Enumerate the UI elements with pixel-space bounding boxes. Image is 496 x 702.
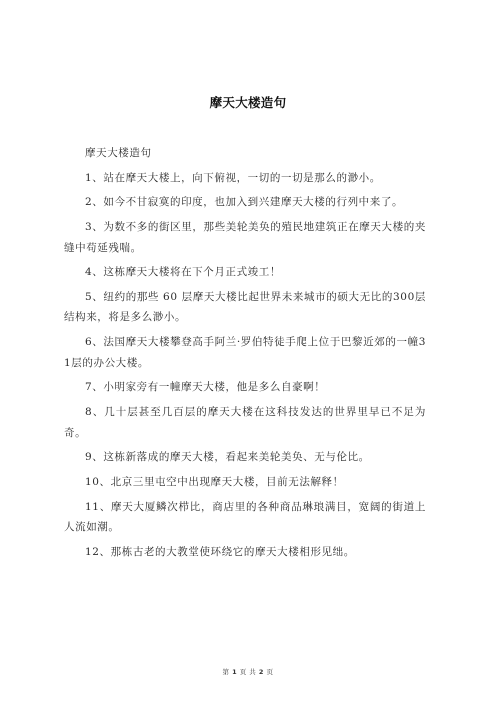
paragraph: 2、如今不甘寂寞的印度，也加入到兴建摩天大楼的行列中来了。 <box>85 196 404 209</box>
footer-middle: 页 共 <box>239 668 257 676</box>
page-footer <box>0 667 496 676</box>
footer-suffix: 页 <box>266 668 274 676</box>
document-title: 摩天大楼造句 <box>209 95 287 110</box>
paragraph: 6、法国摩天大楼攀登高手阿兰·罗伯特徒手爬上位于巴黎近郊的一幢31层的办公大楼。 <box>64 336 426 369</box>
paragraph: 12、那栋古老的大教堂使环绕它的摩天大楼相形见绌。 <box>85 545 355 558</box>
paragraph: 1、站在摩天大楼上，向下俯视，一切的一切是那么的渺小。 <box>85 171 381 184</box>
footer-prefix: 第 <box>222 668 230 676</box>
paragraph: 3、为数不多的街区里，那些美轮美奂的殖民地建筑正在摩天大楼的夹缝中苟延残喘。 <box>64 221 426 254</box>
footer-total-pages: 2 <box>258 668 264 676</box>
paragraph: 9、这栋新落成的摩天大楼，看起来美轮美奂、无与伦比。 <box>85 451 370 464</box>
document-body <box>64 143 426 566</box>
paragraph: 7、小明家旁有一幢摩天大楼，他是多么自豪啊！ <box>85 381 326 394</box>
paragraph: 11、摩天大厦鳞次栉比，商店里的各种商品琳琅满目，宽阔的街道上人流如潮。 <box>64 500 426 534</box>
paragraph: 5、纽约的那些 60 层摩天大楼比起世界未来城市的硕大无比的300层结构来，将是多么渺小。 <box>64 290 426 324</box>
paragraph: 10、北京三里屯空中出现摩天大楼，目前无法解释！ <box>85 475 344 488</box>
paragraph: 8、几十层甚至几百层的摩天大楼在这科技发达的世界里早已不足为奇。 <box>64 406 426 439</box>
paragraph: 摩天大楼造句 <box>85 147 152 159</box>
paragraph: 4、这栋摩天大楼将在下个月正式竣工！ <box>85 266 281 279</box>
footer-current-page: 1 <box>232 668 238 676</box>
